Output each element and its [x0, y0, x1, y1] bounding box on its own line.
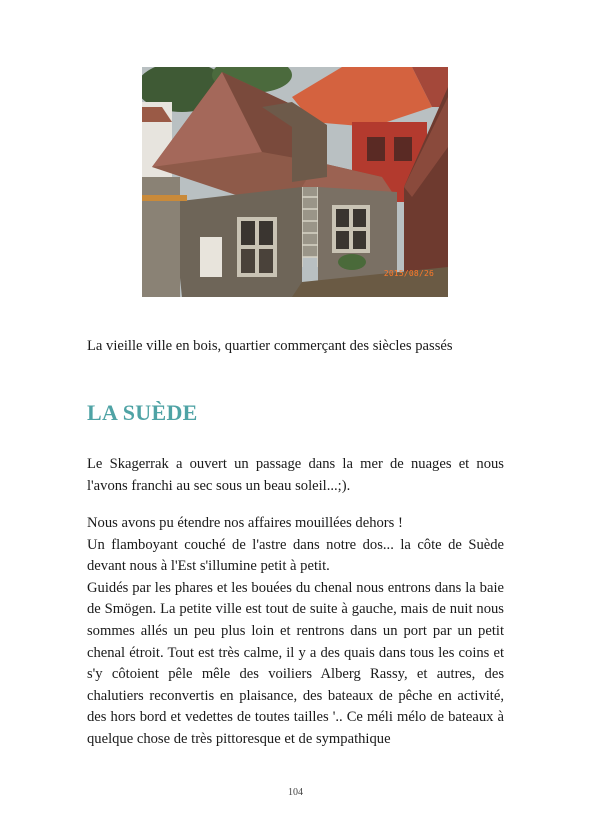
paragraph-1: Le Skagerrak a ouvert un passage dans la mer de nuages et nous l'avons franchi au sec sous un beau soleil...;). [87, 456, 504, 494]
photo-date-stamp: 2015/08/26 [383, 269, 434, 278]
page-number: 104 [288, 787, 303, 798]
paragraph-2 [87, 513, 504, 751]
section-heading: LA SUÈDE [87, 400, 198, 425]
house-photo [142, 67, 448, 297]
paragraph-2-line-3: Guidés par les phares et les bouées du chenal nous entrons dans la baie de Smögen. La petite ville est tout de suite à gauche, mais de nuit nous sommes allés un peu plus loin et rentrons dans un port par un petit chenal étroit. Tout est très calme, il y a des quais dans tous les coins et s'y côtoient pêle mêle des voiliers Alberg Rassy, et autres, des chalutiers reconvertis en plaisance, des bateaux de pêche en activité, des hors bord et vedettes de toutes tailles '.. Ce méli mélo de bateaux à quelque chose de très pittoresque et de sympathique [87, 579, 504, 747]
house-photo-drawing [142, 67, 448, 297]
paragraph-2-line-2: Un flamboyant couché de l'astre dans notre dos... la côte de Suède devant nous à l'Est s'illumine petit à petit. [87, 536, 504, 575]
photo-caption: La vieille ville en bois, quartier commerçant des siècles passés [87, 338, 453, 354]
paragraph-2-line-1: Nous avons pu étendre nos affaires mouillées dehors ! [87, 515, 403, 531]
